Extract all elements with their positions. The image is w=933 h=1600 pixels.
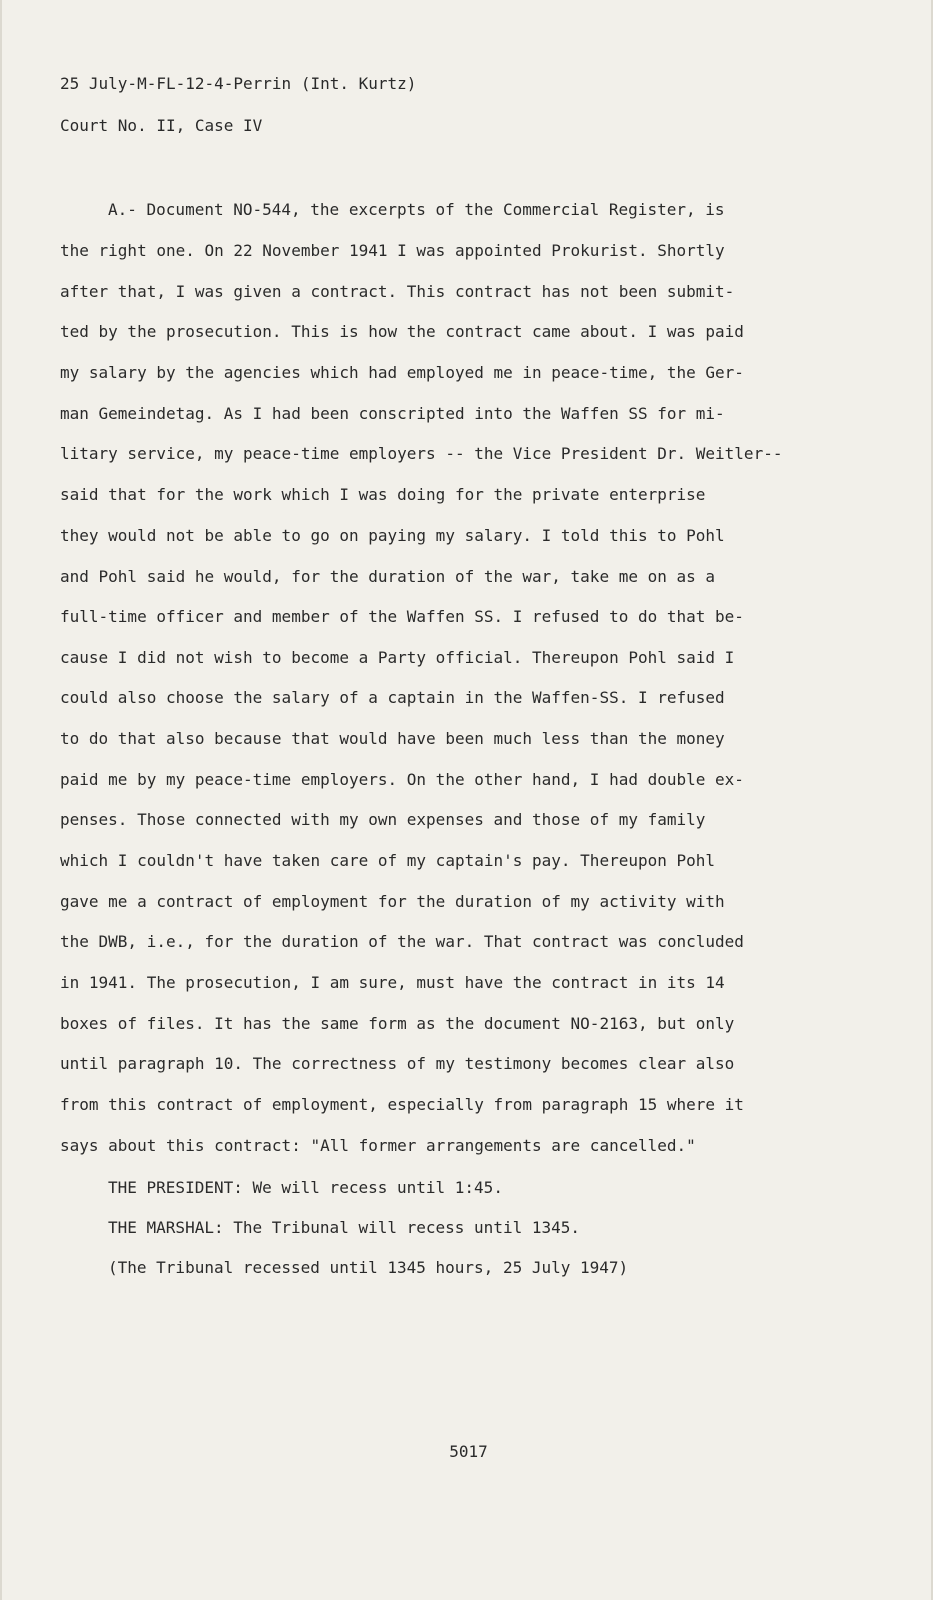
- body-line: and Pohl said he would, for the duration of the war, take me on as a: [60, 567, 716, 586]
- header-court: Court No. II, Case IV: [60, 116, 263, 135]
- body-line: in 1941. The prosecution, I am sure, must have the contract in its 14: [60, 973, 725, 992]
- body-line: the DWB, i.e., for the duration of the war. That contract was concluded: [60, 932, 744, 951]
- body-line: to do that also because that would have been much less than the money: [60, 729, 725, 748]
- body-line: A.- Document NO-544, the excerpts of the Commercial Register, is: [108, 200, 725, 219]
- body-line: cause I did not wish to become a Party official. Thereupon Pohl said I: [60, 648, 735, 667]
- body-line: they would not be able to go on paying my salary. I told this to Pohl: [60, 526, 725, 545]
- body-line: which I couldn't have taken care of my captain's pay. Thereupon Pohl: [60, 851, 716, 870]
- body-line: the right one. On 22 November 1941 I was appointed Prokurist. Shortly: [60, 241, 725, 260]
- body-line: full-time officer and member of the Waffen SS. I refused to do that be-: [60, 607, 744, 626]
- body-line: after that, I was given a contract. This contract has not been submit-: [60, 282, 735, 301]
- recess-note: (The Tribunal recessed until 1345 hours, 25 July 1947): [108, 1258, 629, 1277]
- header-reference: 25 July-M-FL-12-4-Perrin (Int. Kurtz): [60, 74, 417, 93]
- body-line: gave me a contract of employment for the duration of my activity with: [60, 892, 725, 911]
- body-line: my salary by the agencies which had employed me in peace-time, the Ger-: [60, 363, 744, 382]
- body-line: boxes of files. It has the same form as the document NO-2163, but only: [60, 1014, 735, 1033]
- body-line: paid me by my peace-time employers. On the other hand, I had double ex-: [60, 770, 744, 789]
- body-line: litary service, my peace-time employers -- the Vice President Dr. Weitler--: [60, 444, 783, 463]
- body-line: penses. Those connected with my own expenses and those of my family: [60, 810, 706, 829]
- body-line: says about this contract: "All former arrangements are cancelled.": [60, 1136, 696, 1155]
- body-line: could also choose the salary of a captain in the Waffen-SS. I refused: [60, 688, 725, 707]
- page-number: 5017: [449, 1442, 488, 1461]
- body-line: from this contract of employment, especially from paragraph 15 where it: [60, 1095, 744, 1114]
- body-line: man Gemeindetag. As I had been conscripted into the Waffen SS for mi-: [60, 404, 725, 423]
- body-line: said that for the work which I was doing for the private enterprise: [60, 485, 706, 504]
- body-line: until paragraph 10. The correctness of my testimony becomes clear also: [60, 1054, 735, 1073]
- president-statement: THE PRESIDENT: We will recess until 1:45.: [108, 1178, 503, 1197]
- body-line: ted by the prosecution. This is how the contract came about. I was paid: [60, 322, 744, 341]
- marshal-statement: THE MARSHAL: The Tribunal will recess until 1345.: [108, 1218, 581, 1237]
